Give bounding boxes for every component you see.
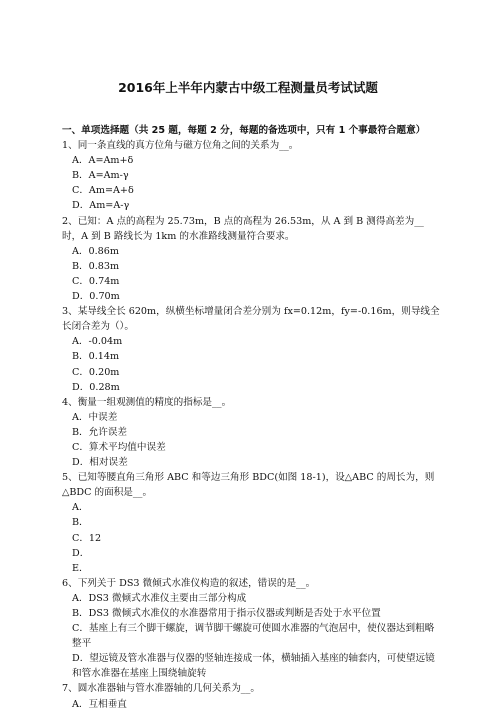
option: B．0.14m [72, 351, 120, 363]
option: D．0.70m [72, 291, 120, 303]
option: B．0.83m [72, 260, 120, 272]
question-4 [62, 395, 440, 470]
option: A．0.86m [72, 245, 119, 257]
section-heading: 一、单项选择题（共 25 题，每题 2 分，每题的备选项中，只有 1 个事最符合题意） [62, 125, 426, 136]
option: A．中误差 [72, 411, 118, 423]
question-stem: 6、下列关于 DS3 微倾式水准仪构造的叙述，错误的是__。 [62, 577, 316, 589]
option: D．Am=A-γ [72, 200, 130, 212]
question-list [62, 123, 440, 712]
option: C．0.74m [72, 275, 120, 287]
option: A．-0.04m [72, 336, 123, 348]
option: C．Am=A+δ [72, 185, 134, 197]
option: B．A=Am-γ [72, 170, 129, 182]
question-3 [62, 304, 440, 395]
question-7 [62, 681, 440, 711]
option: A． [72, 502, 89, 514]
question-stem: 3、某导线全长 620m，纵横坐标增量闭合差分别为 fx=0.12m，fy=-0.16m，则导线全长闭合差为（）。 [62, 306, 440, 333]
option: C．0.20m [72, 366, 120, 378]
option: B．允许误差 [72, 426, 128, 438]
option: D．相对误差 [72, 457, 128, 469]
option: C．基座上有三个脚干螺旋，调节脚干螺旋可使圆水准器的气泡居中，使仪器达到粗略整平 [72, 623, 435, 650]
page-title: 2016年上半年内蒙古中级工程测量员考试试题 [118, 80, 378, 95]
option: A．A=Am+δ [72, 155, 134, 167]
question-stem: 5、已知等腰直角三角形 ABC 和等边三角形 BDC(如图 18-1)，设△ABC 的周长为，则△BDC 的面积是__。 [62, 472, 435, 499]
question-stem: 2、已知：A 点的高程为 25.73m，B 点的高程为 26.53m，从 A 到 B 测得高差为__时，A 到 B 路线长为 1km 的水准路线测量符合要求。 [62, 215, 424, 242]
option: D． [72, 547, 90, 559]
option: A．互相垂直 [72, 698, 127, 710]
option: D．0.28m [72, 381, 120, 393]
option: D．望远镜及管水准器与仪器的竖轴连接成一体，横轴插入基座的轴套内，可使望远镜和管水准器在基座上围绕轴旋转 [72, 653, 435, 680]
question-2 [62, 214, 440, 305]
question-5 [62, 470, 440, 576]
option: C．12 [72, 532, 102, 544]
option: B． [72, 517, 89, 529]
question-stem: 4、衡量一组观测值的精度的指标是__。 [62, 396, 232, 408]
question-1 [62, 138, 440, 213]
question-stem: 7、圆水准器轴与管水准器轴的几何关系为__。 [62, 683, 260, 695]
question-6 [62, 576, 440, 682]
option: A．DS3 微倾式水准仪主要由三部分构成 [72, 592, 247, 604]
option: E． [72, 562, 89, 574]
option: C．算术平均值中误差 [72, 441, 166, 453]
question-stem: 1、同一条直线的真方位角与磁方位角之间的关系为__。 [62, 140, 299, 152]
option: B．DS3 微倾式水准仪的水准器常用于指示仪器或判断是否处于水平位置 [72, 608, 381, 619]
